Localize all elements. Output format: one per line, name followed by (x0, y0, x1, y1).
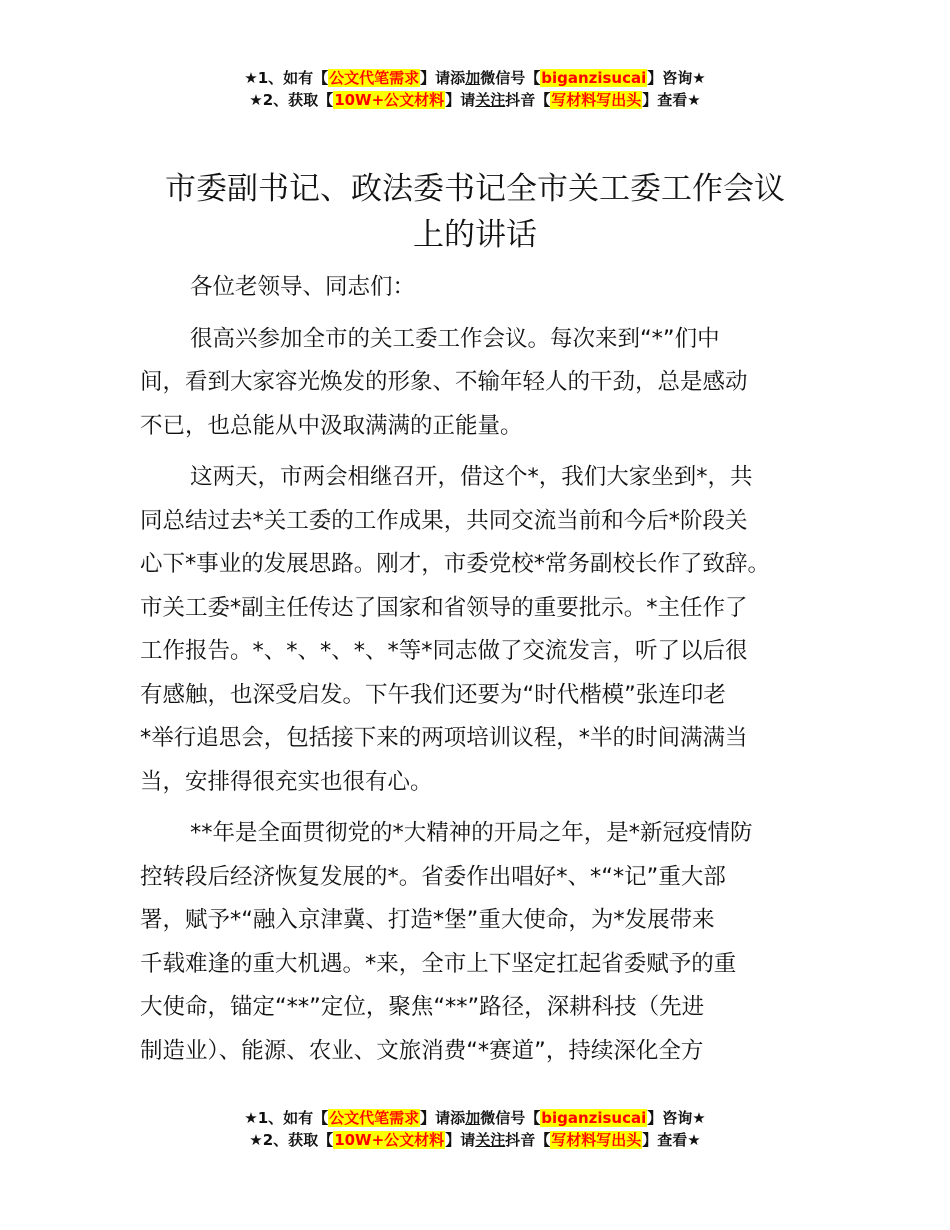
footer-banner-line-2: ★2、获取【10W+公文材料】请关注抖音【写材料写出头】查看★ (249, 1131, 701, 1149)
footer-banner (0, 1107, 950, 1151)
header-banner (0, 67, 950, 111)
highlight-douyin-account: 写材料写出头 (551, 91, 642, 109)
title-line-2: 上的讲话 (413, 217, 537, 253)
footer-banner-line-1: ★1、如有【公文代笔需求】请添加微信号【biganzisucai】咨询★ (244, 1109, 706, 1127)
footer-highlight-wechat-id: biganzisucai (541, 1109, 647, 1127)
document-body (140, 266, 820, 1081)
banner-line-2: ★2、获取【10W+公文材料】请关注抖音【写材料写出头】查看★ (249, 91, 701, 109)
document-title (120, 166, 830, 258)
banner-line-1: ★1、如有【公文代笔需求】请添加微信号【biganzisucai】咨询★ (244, 69, 706, 87)
highlight-materials: 10W+公文材料 (334, 91, 445, 109)
paragraph-1: 很高兴参加全市的关工委工作会议。每次来到“*”们中 间，看到大家容光焕发的形象、不输年轻人的干劲，总是感动 不已，也总能从中汲取满满的正能量。 (140, 325, 748, 439)
paragraph-2: 这两天，市两会相继召开，借这个*，我们大家坐到*，共 同总结过去*关工委的工作成果，共同交流当前和今后*阶段关 心下*事业的发展思路。刚才，市委党校*常务副校长作了致辞。 市关工委*副主任传达了国家和省领导的重要批示。*主任作了 工作报告。*、*、*、*、*等*同志做了交流发言，听了以后很 有感触，也深受启发。下午我们还要为“时代楷模”张连印老 *举行追思会，包括接下来的两项培训议程，*半的时间满满当 当，安排得很充实也很有心。 (140, 464, 771, 795)
highlight-wechat-id: biganzisucai (541, 69, 647, 87)
footer-highlight-douyin-account: 写材料写出头 (551, 1131, 642, 1149)
footer-highlight-service: 公文代笔需求 (329, 1109, 420, 1127)
salutation: 各位老领导、同志们： (190, 274, 416, 300)
highlight-service: 公文代笔需求 (329, 69, 420, 87)
footer-highlight-materials: 10W+公文材料 (334, 1131, 445, 1149)
paragraph-3: **年是全面贯彻党的*大精神的开局之年，是*新冠疫情防 控转段后经济恢复发展的*。省委作出唱好*、*“*记”重大部 署，赋予*“融入京津冀、打造*堡”重大使命，为*发展带来 千载难逢的重大机遇。*来，全市上下坚定扛起省委赋予的重 大使命，锚定“**”定位，聚焦“**”路径，深耕科技（先进 制造业）、能源、农业、文旅消费“*赛道”，持续深化全方 (140, 820, 753, 1064)
title-line-1: 市委副书记、政法委书记全市关工委工作会议 (165, 171, 785, 207)
